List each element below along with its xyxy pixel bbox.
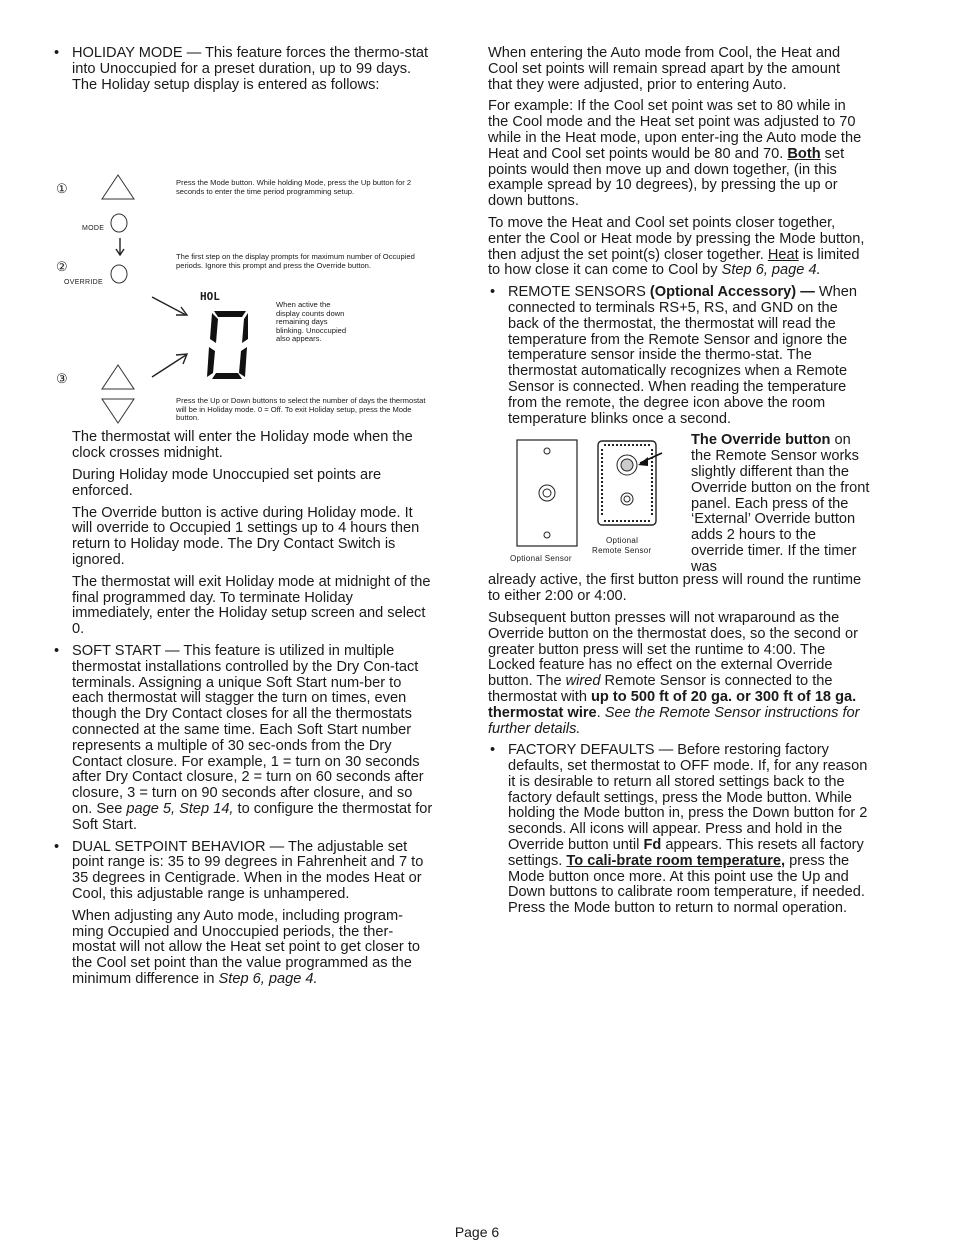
optional-sensor-plate-icon (516, 439, 580, 549)
holiday-paragraph-1: The thermostat will enter the Holiday mode when the clock crosses midnight. (72, 429, 413, 462)
remote-sensor-figure (488, 433, 868, 573)
step-2-number: ② (56, 259, 68, 275)
mode-label: MODE (82, 225, 105, 233)
subsequent-punct: . (596, 704, 605, 721)
optional-sensor-label: Optional Sensor (510, 554, 572, 564)
right-column (488, 46, 868, 923)
holiday-paragraph-2: During Holiday mode Unoccupied set points are enforced. (72, 466, 382, 499)
display-hol-label: HOL (200, 290, 220, 304)
override-button-icon (109, 263, 129, 285)
up-arrow-icon (100, 173, 136, 201)
override-remote-continued: already active, the first button press will round the runtime to either 2:00 or 4:00. (488, 572, 862, 605)
subsequent-text-mid: Remote Sensor is connected to the thermostat with (488, 673, 833, 705)
factory-defaults-text-end: press the Mode button once more. At this point use the Up and Down buttons to calibrate room temperature, if needed. Press the Mode button to return to normal operation. (508, 852, 865, 917)
remote-sensors-text: When connected to terminals RS+5, RS, and GND on the back of the thermostat, the thermostat will read the temperature from the Remote Sensor and ignore the temperature sensor inside the thermo-stat. The thermostat automatically recognizes when a Remote Sensor is connected. When reading the temperature from the remote, the degree icon above the room temperature blinks once a second. (508, 284, 857, 427)
soft-start-ref: page 5, Step 14, (126, 800, 234, 817)
both-emphasis: Both (787, 145, 821, 162)
dual-setpoint-paragraph (52, 909, 434, 988)
override-remote-text (691, 433, 871, 575)
down-arrow-icon (114, 237, 126, 257)
up-arrow-icon (100, 363, 136, 391)
wired-emphasis: wired (565, 673, 601, 690)
closer-text-mid: is limited to how close it can come to Cool by (488, 246, 860, 279)
wire-spec-emphasis: up to 500 ft of 20 ga. or 300 ft of 18 ga. thermostat wire (488, 688, 857, 721)
subsequent-text: Subsequent button presses will not wraparound as the Override button on the thermostat does, so the second or greater button press will set the runtime to 4:00. The Locked feature has no effect on the external Override button. The (488, 609, 858, 690)
remote-sensors-item (488, 285, 868, 427)
closer-paragraph (488, 216, 868, 279)
calibrate-emphasis: To cali-brate room temperature, (566, 852, 786, 869)
step-3-text: Press the Up or Down buttons to select the number of days the thermostat will be in Holiday mode. 0 = Off. To exit Holiday setup, press the Mode button. (176, 396, 426, 423)
fd-emphasis: Fd (643, 837, 662, 854)
example-paragraph (488, 99, 868, 210)
lcd-digit-icon (202, 309, 252, 381)
remote-sensor-label-1: Optional (606, 536, 639, 546)
dual-setpoint-text: When adjusting any Auto mode, including program-ming Occupied and Unoccupied periods, the ther-mostat will not allow the Heat set point to get closer to the Cool set point than the value programmed as the minimum difference in (72, 907, 420, 987)
holiday-mode-intro: • HOLIDAY MODE — This feature forces the thermo-stat into Unoccupied for a preset duration, up to 99 days. The Holiday setup display is entered as follows: (52, 46, 434, 93)
override-remote-title: The Override button (691, 432, 831, 449)
pointer-arrow-icon (150, 295, 190, 319)
auto-mode-paragraph: When entering the Auto mode from Cool, the Heat and Cool set points will remain spread apart by the amount that they were adjusted, prior to entering Auto. (488, 45, 841, 93)
factory-defaults-text-mid: appears. This resets all factory settings. (508, 837, 864, 869)
step-2-text: The first step on the display prompts for maximum number of Occupied periods. Ignore this prompt and press the Override button. (176, 252, 415, 270)
pointer-arrow-icon (150, 351, 190, 379)
remote-sensors-title: REMOTE SENSORS (508, 284, 650, 301)
down-arrow-icon (100, 397, 136, 425)
factory-defaults-text: FACTORY DEFAULTS — Before restoring factory defaults, set thermostat to OFF mode. If, for any reason it is desirable to return all stored settings back to the factory default settings, press the Mode button. While holding the Mode button in, press the Down button for 2 seconds. All icons will appear. Press and hold in the Override button until (508, 742, 868, 854)
factory-defaults-item (488, 743, 868, 917)
soft-start-text-end: to configure the thermostat for Soft Start. (72, 800, 433, 833)
soft-start-text: SOFT START — This feature is utilized in multiple thermostat installations controlled by the Dry Con-tact terminals. Assigning a unique Soft Start num-ber to each thermostat will stagger the turn on times, even though the Dry Contact closes for all the thermostats connected at the same time. Each Soft Start number represents a multiple of 30 sec-onds from the Dry Contact closure. For example, 1 = turn on 30 seconds after Dry Contact closure, 2 = turn on 60 seconds after closure, 3 = turn on 90 seconds after closure, and so on. See (72, 642, 424, 817)
soft-start-item (52, 644, 434, 834)
remote-sensor-label-2: Remote Sensor (592, 546, 652, 556)
closer-ref: Step 6, page 4. (721, 262, 821, 279)
example-text-end: set points would then move up and down together, (in this example spread by 10 degrees), by pressing the up or down buttons. (488, 145, 845, 210)
mode-button-icon (109, 212, 129, 234)
holiday-setup-diagram (52, 99, 434, 424)
left-column (52, 46, 434, 994)
override-label: OVERRIDE (64, 279, 103, 287)
subsequent-paragraph (488, 611, 868, 737)
example-text: For example: If the Cool set point was set to 80 while in the Cool mode and the Heat set point was adjusted to 70 while in the Heat mode, upon enter-ing the Auto mode the Heat and Cool set points would be 80 and 70. (488, 98, 862, 162)
override-remote-body: on the Remote Sensor works slightly different than the Override button on the front panel. Each press of the ‘External’ Override button adds 2 hours to the override timer. If the timer was (691, 432, 870, 575)
see-instructions-ref: See the Remote Sensor instructions for further details. (488, 704, 860, 737)
remote-sensor-icon (594, 439, 664, 529)
holiday-paragraph-3: The Override button is active during Holiday mode. It will override to Occupied 1 settings up to 4 hours then return to Holiday mode. The Dry Contact Switch is ignored. (72, 504, 420, 568)
remote-sensors-optional: (Optional Accessory) — (649, 284, 815, 301)
holiday-paragraph-4: The thermostat will exit Holiday mode at midnight of the final programmed day. To terminate Holiday immediately, enter the Holiday setup screen and select 0. (72, 573, 431, 638)
step-1-number: ① (56, 181, 68, 197)
closer-text: To move the Heat and Cool set points closer together, enter the Cool or Heat mode by pressing the Mode button, then adjust the set point(s) closer together. (488, 214, 865, 263)
dual-setpoint-ref: Step 6, page 4. (218, 970, 318, 987)
dual-setpoint-item: • DUAL SETPOINT BEHAVIOR — The adjustable set point range is: 35 to 99 degrees in Fahrenheit and 7 to 35 degrees in Centigrade. When in the modes Heat or Cool, this adjustable range is unhampered. (52, 840, 434, 903)
display-note: When active the display counts down remaining days blinking. Unoccupied also appears. (276, 300, 347, 344)
step-3-number: ③ (56, 371, 68, 387)
page-number: Page 6 (454, 1224, 500, 1240)
heat-emphasis: Heat (767, 246, 799, 263)
step-1-text: Press the Mode button. While holding Mode, press the Up button for 2 seconds to enter the time period programming setup. (176, 178, 412, 196)
